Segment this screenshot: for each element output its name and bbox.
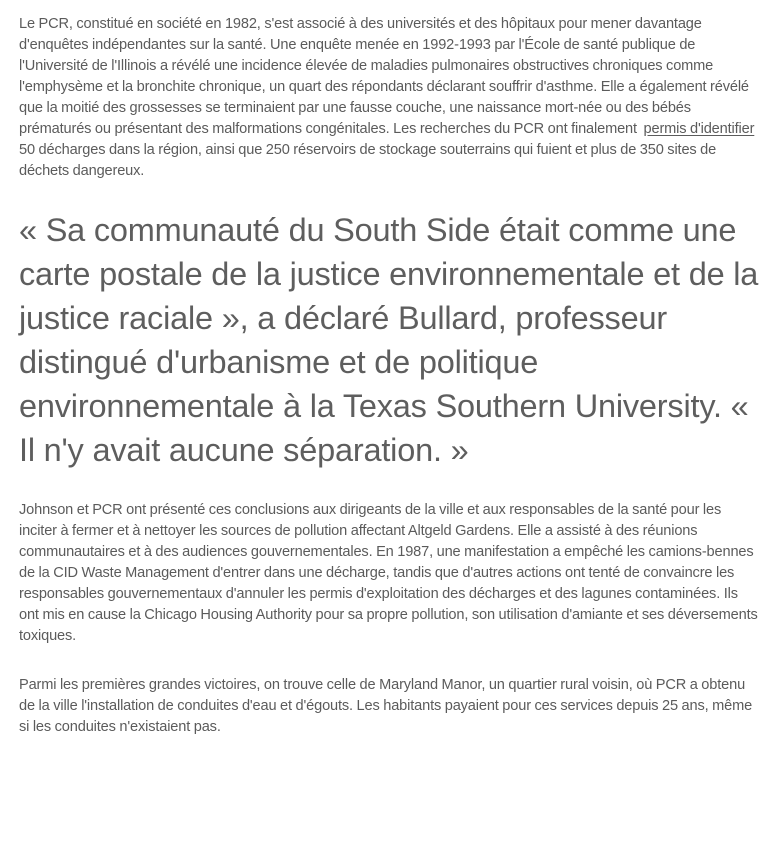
paragraph-maryland-manor: Parmi les premières grandes victoires, on trouve celle de Maryland Manor, un quartier rural voisin, où PCR a obtenu de la ville l'installation de conduites d'eau et d'égouts. Les habitants payaient pour ces services depuis 25 ans, même si les conduites n'existaient pas.	[19, 677, 753, 735]
paragraph-pcr-research	[19, 14, 759, 182]
paragraph-text: Le PCR, constitué en société en 1982, s'est associé à des universités et des hôpitaux pour mener davantage d'enquêtes indépendantes sur la santé. Une enquête menée en 1992-1993 par l'École de santé publique de l'Université de l'Illinois a révélé une incidence élevée de maladies pulmonaires obstructives chroniques comme l'emphysème et la bronchite chronique, un quart des répondants déclarant souffrir d'asthme. Elle a également révélé que la moitié des grossesses se terminaient par une fausse couche, une naissance mort-née ou des bébés prématurés ou présentant des malformations congénitales. Les recherches du PCR ont finalement	[19, 16, 749, 137]
paragraph-text: 50 décharges dans la région, ainsi que 250 réservoirs de stockage souterrains qui fuient et plus de 350 sites de déchets dangereux.	[19, 142, 717, 179]
paragraph-findings-presented: Johnson et PCR ont présenté ces conclusions aux dirigeants de la ville et aux responsables de la santé pour les inciter à fermer et à nettoyer les sources de pollution affectant Altgeld Gardens. Elle a assisté à des réunions communautaires et à des audiences gouvernementales. En 1987, une manifestation a empêché les camions-bennes de la CID Waste Management d'entrer dans une décharge, tandis que d'autres actions ont tenté de convaincre les responsables gouvernementaux d'annuler les permis d'exploitation des décharges et des lagunes contaminées. Ils ont mis en cause la Chicago Housing Authority pour sa propre pollution, son utilisation d'amiante et ses déversements toxiques.	[19, 502, 758, 644]
pull-quote: « Sa communauté du South Side était comme une carte postale de la justice environnementale et de la justice raciale », a déclaré Bullard, professeur distingué d'urbanisme et de politique environnementale à la Texas Southern University. « Il n'y avait aucune séparation. »	[19, 212, 759, 468]
identify-link[interactable]: permis d'identifier	[643, 121, 755, 137]
article-body	[19, 14, 759, 738]
